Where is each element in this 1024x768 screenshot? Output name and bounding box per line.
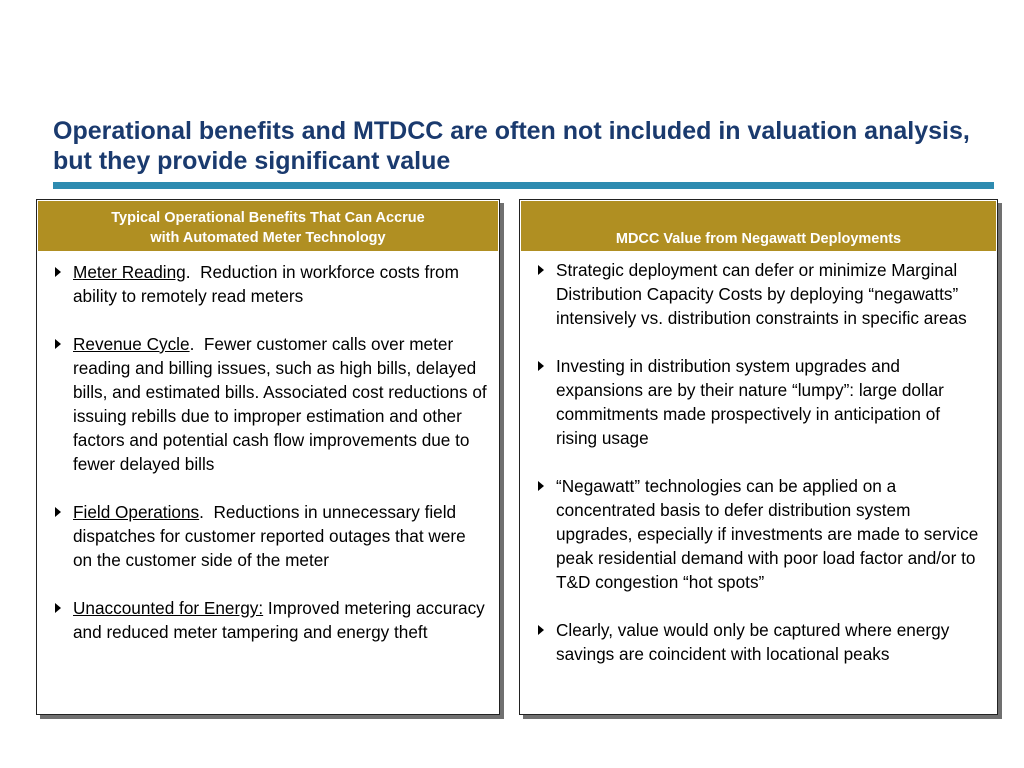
negawatt-value-header-text: MDCC Value from Negawatt Deployments [615, 231, 902, 247]
bullet-arrow-icon [538, 481, 544, 491]
operational-benefits-panel [36, 199, 500, 715]
bullet-label: Unaccounted for Energy: [73, 598, 264, 618]
bullet-text: Reduction in workforce costs from ability to remotely read meters [73, 262, 459, 306]
bullet-separator: . [185, 262, 201, 282]
bullet-separator: . [189, 334, 204, 354]
bullet-label: Meter Reading [73, 262, 186, 282]
list-item [51, 596, 489, 644]
bullet-arrow-icon [538, 265, 544, 275]
bullet-text: Improved metering accuracy and reduced meter tampering and energy theft [73, 598, 485, 642]
list-item [534, 618, 985, 666]
list-item [51, 260, 489, 308]
list-item [534, 474, 985, 594]
bullet-text: Investing in distribution system upgrades and expansions are by their nature “lumpy”: large dollar commitments made prospectively in anticipation of rising usage [556, 356, 944, 448]
bullet-label: Field Operations [73, 502, 200, 522]
operational-benefits-header [38, 201, 498, 251]
negawatt-value-panel [519, 199, 998, 715]
bullet-label: Revenue Cycle [73, 334, 190, 354]
bullet-arrow-icon [55, 603, 61, 613]
bullet-text: Clearly, value would only be captured where energy savings are coincident with locational peaks [556, 620, 950, 664]
list-item [534, 258, 985, 330]
bullet-arrow-icon [55, 267, 61, 277]
bullet-arrow-icon [55, 507, 61, 517]
bullet-separator: . [199, 502, 214, 522]
list-item [51, 500, 489, 572]
list-item [534, 354, 985, 450]
bullet-text: Fewer customer calls over meter reading and billing issues, such as high bills, delayed bills, and estimated bills. Associated cost reductions of issuing rebills due to improper estimation and other factors and potential cash flow improvements due to fewer delayed bills [73, 334, 487, 474]
negawatt-value-list [534, 258, 985, 690]
list-item [51, 332, 489, 476]
bullet-arrow-icon [538, 625, 544, 635]
bullet-text: “Negawatt” technologies can be applied on a concentrated basis to defer distribution system upgrades, especially if investments are made to service peak residential demand with poor load factor and/or to T&D congestion “hot spots” [556, 476, 979, 592]
negawatt-value-header [521, 201, 996, 251]
title-divider [53, 182, 994, 189]
bullet-text: Strategic deployment can defer or minimize Marginal Distribution Capacity Costs by deploying “negawatts” intensively vs. distribution constraints in specific areas [556, 260, 967, 328]
bullet-arrow-icon [55, 339, 61, 349]
operational-benefits-list [51, 260, 489, 668]
bullet-arrow-icon [538, 361, 544, 371]
slide-title: Operational benefits and MTDCC are often not included in valuation analysis, but they provide significant value [53, 117, 970, 175]
bullet-text: Reductions in unnecessary field dispatches for customer reported outages that were on the customer side of the meter [73, 502, 466, 570]
operational-benefits-header-text: Typical Operational Benefits That Can Accrue with Automated Meter Technology [111, 210, 425, 246]
